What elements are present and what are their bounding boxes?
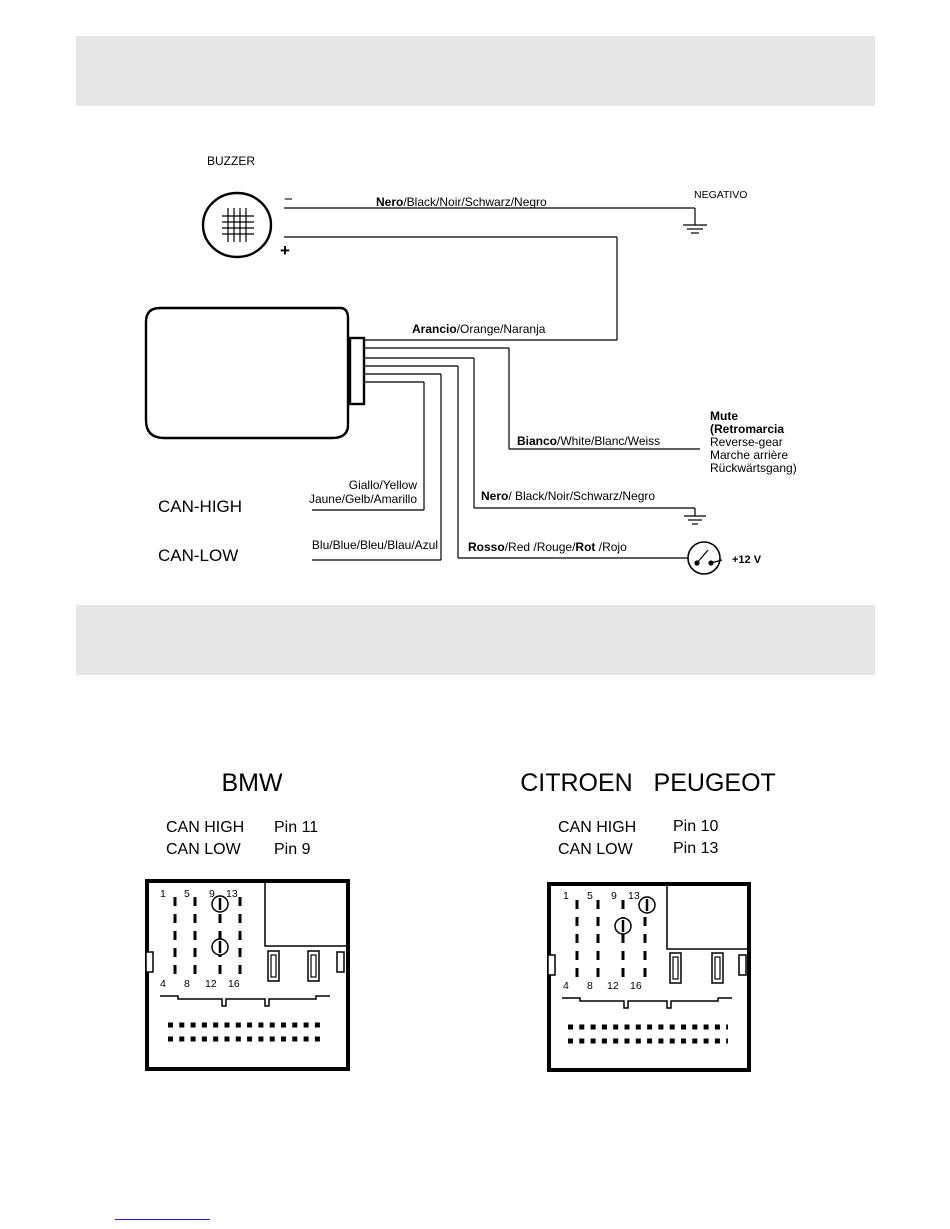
bmw-pin-num-12: 12 bbox=[205, 978, 217, 990]
cp-can-low-pin: Pin 13 bbox=[673, 840, 719, 857]
mute-line-4: Marche arrière bbox=[710, 448, 789, 462]
cp-can-high-pin: Pin 10 bbox=[673, 818, 719, 835]
mute-line-1: Mute bbox=[710, 409, 738, 423]
wiring-diagram bbox=[146, 193, 722, 574]
control-module-box bbox=[146, 308, 348, 438]
wire-label-black-bottom-rest: / Black/Noir/Schwarz/Negro bbox=[508, 489, 656, 503]
cp-pin-num-8: 8 bbox=[587, 980, 593, 992]
bmw-connector-section bbox=[146, 769, 348, 1069]
wire-label-orange-rest: /Orange/Naranja bbox=[456, 322, 546, 336]
bmw-connector-drawing bbox=[146, 881, 348, 1069]
plus-sign: + bbox=[280, 241, 290, 260]
ground-symbol-bottom bbox=[684, 508, 706, 524]
wire-label-red-bold: Rosso bbox=[468, 540, 505, 554]
buzzer-label: BUZZER bbox=[207, 154, 255, 168]
bmw-pin-num-9: 9 bbox=[209, 888, 215, 900]
wire-label-black-bottom bbox=[481, 489, 655, 503]
wire-label-white-rest: /White/Blanc/Weiss bbox=[557, 434, 661, 448]
can-high-label: CAN-HIGH bbox=[158, 497, 243, 516]
wire-label-yellow-2: Jaune/Gelb/Amarillo bbox=[308, 492, 417, 506]
mute-label bbox=[710, 409, 797, 475]
bmw-title: BMW bbox=[221, 769, 283, 797]
wire-label-black-top-bold: Nero bbox=[376, 195, 404, 209]
cp-pin-num-12: 12 bbox=[607, 980, 619, 992]
wire-label-black-bottom-bold: Nero bbox=[481, 489, 509, 503]
mute-line-5: Rückwärtsgang) bbox=[710, 461, 797, 475]
minus-sign: − bbox=[284, 191, 293, 208]
cp-pin-num-13: 13 bbox=[628, 890, 640, 902]
buzzer-icon bbox=[203, 193, 271, 257]
wire-label-red-bold2: Rot bbox=[575, 540, 596, 554]
bmw-pin-num-1: 1 bbox=[160, 888, 166, 900]
wire-label-yellow-1: Giallo/Yellow bbox=[348, 478, 417, 492]
bmw-can-high-label: CAN HIGH bbox=[166, 819, 245, 836]
bmw-pin-num-4: 4 bbox=[160, 978, 166, 990]
wire-label-white bbox=[517, 434, 660, 448]
cp-pin-num-4: 4 bbox=[563, 980, 569, 992]
mute-line-3: Reverse-gear bbox=[710, 435, 783, 449]
wire-label-red-rest: /Red /Rouge/ bbox=[504, 540, 576, 554]
bmw-pin-num-13: 13 bbox=[226, 888, 238, 900]
switch-icon bbox=[688, 542, 722, 574]
citroen-peugeot-title: CITROEN PEUGEOT bbox=[520, 769, 776, 797]
wire-label-black-top-rest: /Black/Noir/Schwarz/Negro bbox=[403, 195, 547, 209]
cp-pin-num-1: 1 bbox=[563, 890, 569, 902]
module-connector bbox=[350, 338, 364, 404]
wire-label-orange bbox=[412, 322, 546, 336]
wire-label-white-bold: Bianco bbox=[517, 434, 558, 448]
citroen-peugeot-connector-section bbox=[520, 769, 776, 1070]
wire-label-black-top bbox=[376, 195, 547, 209]
citroen-peugeot-connector-drawing bbox=[548, 884, 749, 1070]
cp-pin-num-5: 5 bbox=[587, 890, 593, 902]
bmw-pin-num-16: 16 bbox=[228, 978, 240, 990]
ground-symbol-top bbox=[683, 208, 707, 233]
bmw-pin-num-5: 5 bbox=[184, 888, 190, 900]
mute-line-2: (Retromarcia bbox=[710, 422, 785, 436]
cp-can-low-label: CAN LOW bbox=[558, 841, 633, 858]
wire-label-red bbox=[468, 540, 627, 554]
wire-label-blue: Blu/Blue/Bleu/Blau/Azul bbox=[311, 538, 438, 552]
plus12-label: +12 V bbox=[732, 554, 762, 566]
bmw-can-low-pin: Pin 9 bbox=[274, 841, 311, 858]
bmw-can-low-label: CAN LOW bbox=[166, 841, 241, 858]
cp-pin-num-9: 9 bbox=[611, 890, 617, 902]
bmw-can-high-pin: Pin 11 bbox=[274, 819, 319, 836]
cp-pin-num-16: 16 bbox=[630, 980, 642, 992]
cp-can-high-label: CAN HIGH bbox=[558, 819, 637, 836]
wire-label-orange-bold: Arancio bbox=[412, 322, 457, 336]
wire-label-red-rest2: /Rojo bbox=[595, 540, 627, 554]
can-low-label: CAN-LOW bbox=[158, 546, 239, 565]
negativo-label: NEGATIVO bbox=[694, 189, 748, 201]
bottom-link-underline bbox=[115, 1219, 210, 1220]
bmw-pin-num-8: 8 bbox=[184, 978, 190, 990]
